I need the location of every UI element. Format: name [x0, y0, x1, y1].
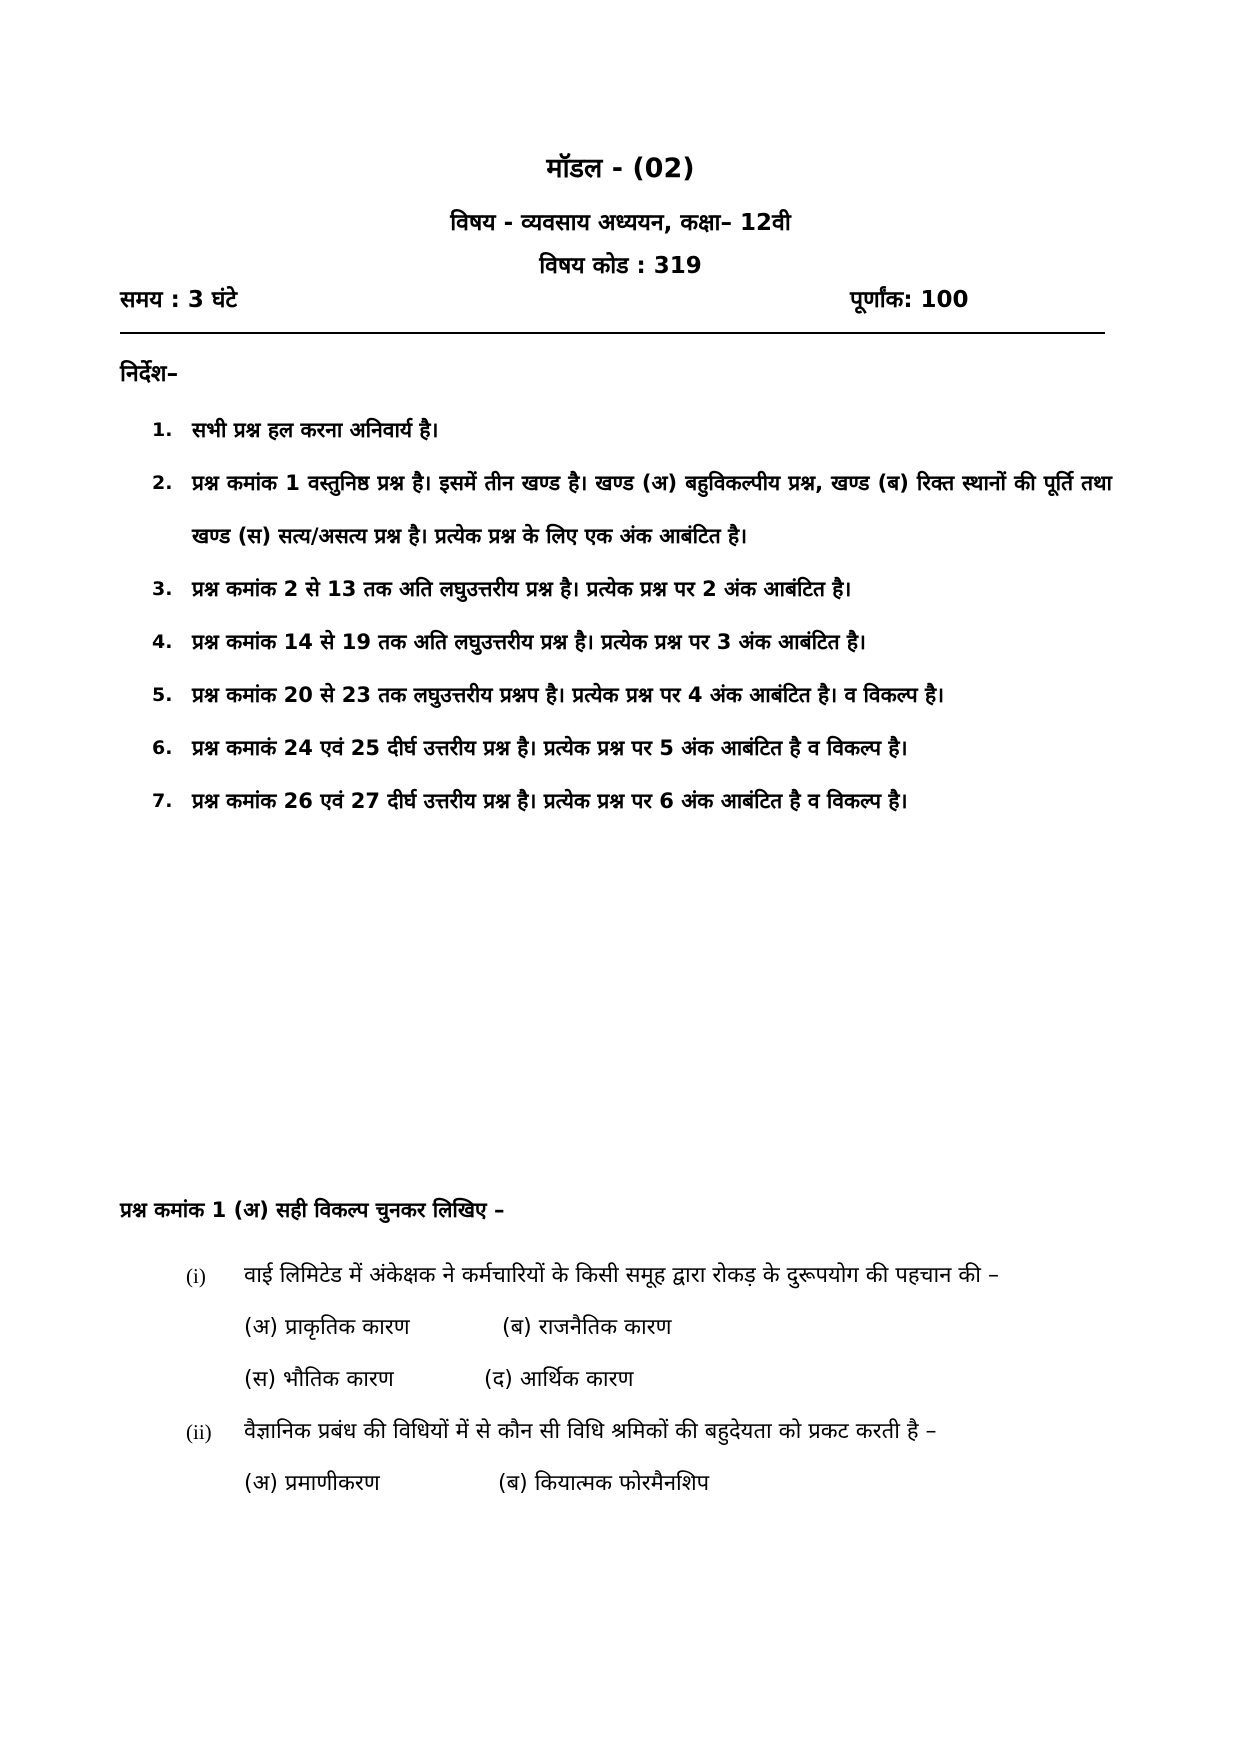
instruction-text: प्रश्न कमांक 20 से 23 तक लघुउत्तरीय प्रश्नप है। प्रत्येक प्रश्न पर 4 अंक आबंटित है। व विकल्प है। — [192, 683, 945, 707]
instruction-number: 1. — [152, 419, 173, 441]
instruction-text: प्रश्न कमांक 2 से 13 तक अति लघुउत्तरीय प्रश्न है। प्रत्येक प्रश्न पर 2 अंक आबंटित है। — [192, 577, 852, 601]
time-allowed: समय : 3 घंटे — [120, 287, 238, 313]
instruction-item — [152, 563, 1112, 616]
subject-code: विषय कोड : 319 — [539, 253, 702, 279]
option-d: (द) आर्थिक कारण — [484, 1367, 634, 1392]
option-row — [244, 1458, 1126, 1510]
instructions-heading: निर्देश– — [120, 361, 179, 387]
question-number: (i) — [186, 1264, 206, 1288]
instruction-number: 7. — [152, 790, 173, 812]
question-text: वैज्ञानिक प्रबंध की विधियों में से कौन सी विधि श्रमिकों की बहुदेयता को प्रकट करती है – — [244, 1419, 937, 1444]
option-a: (अ) प्राकृतिक कारण — [244, 1315, 410, 1340]
question-text: वाई लिमिटेड में अंकेक्षक ने कर्मचारियों के किसी समूह द्वारा रोकड़ के दुरूपयोग की पहचान की – — [244, 1263, 999, 1288]
instruction-item — [152, 775, 1112, 828]
instruction-item — [152, 722, 1112, 775]
question-item — [186, 1250, 1126, 1302]
instruction-item — [152, 616, 1112, 669]
option-b: (ब) राजनैतिक कारण — [502, 1315, 672, 1340]
total-marks: पूर्णांक: 100 — [850, 287, 969, 313]
instruction-item — [152, 669, 1112, 722]
instruction-text: प्रश्न कमांक 26 एवं 27 दीर्घ उत्तरीय प्रश्न है। प्रत्येक प्रश्न पर 6 अंक आबंटित है व विकल्प है। — [192, 789, 908, 813]
instruction-number: 2. — [152, 472, 173, 494]
question-options — [244, 1458, 1126, 1510]
subject-line: विषय - व्यवसाय अध्ययन, कक्षा– 12वी — [450, 210, 791, 236]
instruction-text: प्रश्न कमांक 1 वस्तुनिष्ठ प्रश्न है। इसमें तीन खण्ड है। खण्ड (अ) बहुविकल्पीय प्रश्न, खण्ड (ब) रिक्त स्थानों की पूर्ति तथा खण्ड (स) सत्य/असत्य प्रश्न है। प्रत्येक प्रश्न के लिए एक अंक आबंटित है। — [192, 471, 1112, 548]
instruction-item — [152, 404, 1112, 457]
instruction-text: प्रश्न कमाकं 24 एवं 25 दीर्घ उत्तरीय प्रश्न है। प्रत्येक प्रश्न पर 5 अंक आबंटित है व विकल्प है। — [192, 736, 908, 760]
instruction-number: 5. — [152, 684, 173, 706]
question-options — [244, 1302, 1126, 1406]
instruction-number: 3. — [152, 578, 173, 600]
option-a: (अ) प्रमाणीकरण — [244, 1471, 380, 1496]
question-number: (ii) — [186, 1420, 212, 1444]
section-heading: प्रश्न कमांक 1 (अ) सही विकल्प चुनकर लिखिए – — [120, 1198, 505, 1222]
instruction-number: 4. — [152, 631, 173, 653]
instruction-number: 6. — [152, 737, 173, 759]
instruction-item — [152, 457, 1112, 563]
header-divider — [120, 332, 1105, 334]
option-row — [244, 1302, 1126, 1354]
instruction-text: प्रश्न कमांक 14 से 19 तक अति लघुउत्तरीय प्रश्न है। प्रत्येक प्रश्न पर 3 अंक आबंटित है। — [192, 630, 866, 654]
option-row — [244, 1354, 1126, 1406]
question-item — [186, 1406, 1126, 1458]
instruction-text: सभी प्रश्न हल करना अनिवार्य है। — [192, 418, 439, 442]
question-list — [186, 1250, 1126, 1510]
option-b: (ब) कियात्मक फोरमैनशिप — [498, 1471, 710, 1496]
paper-title: मॉडल - (02) — [546, 153, 695, 184]
instructions-list — [152, 404, 1112, 828]
option-c: (स) भौतिक कारण — [244, 1367, 394, 1392]
